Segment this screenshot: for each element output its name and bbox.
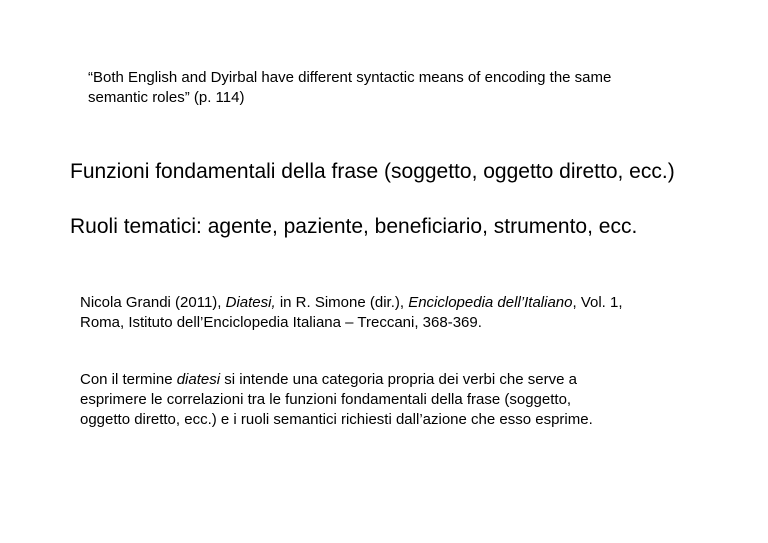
citation-title: Diatesi, bbox=[225, 294, 276, 311]
definition-line-1 bbox=[80, 370, 720, 390]
heading-ruoli: Ruoli tematici: agente, paziente, beneficiario, strumento, ecc. bbox=[70, 215, 638, 238]
quote-block bbox=[88, 68, 728, 108]
quote-line-1: “Both English and Dyirbal have different syntactic means of encoding the same bbox=[88, 69, 612, 86]
citation-line-1 bbox=[80, 293, 720, 313]
definition-term: diatesi bbox=[176, 371, 221, 388]
definition-suffix: si intende una categoria propria dei verbi che serve a bbox=[220, 371, 577, 388]
heading-funzioni: Funzioni fondamentali della frase (soggetto, oggetto diretto, ecc.) bbox=[70, 160, 675, 183]
citation-in-text: in R. Simone (dir.), bbox=[275, 294, 409, 311]
quote-line-2: semantic roles” (p. 114) bbox=[88, 89, 245, 106]
definition-line-3: oggetto diretto, ecc.) e i ruoli semantici richiesti dall’azione che esso esprime. bbox=[80, 411, 593, 428]
definition-prefix: Con il termine bbox=[80, 371, 177, 388]
citation-work: Enciclopedia dell’Italiano bbox=[408, 294, 573, 311]
citation-author-year: Nicola Grandi (2011), bbox=[80, 294, 226, 311]
citation-line-2: Roma, Istituto dell’Enciclopedia Italiana – Treccani, 368-369. bbox=[80, 314, 482, 331]
citation-volume: , Vol. 1, bbox=[572, 294, 623, 311]
definition-line-2: esprimere le correlazioni tra le funzioni fondamentali della frase (soggetto, bbox=[80, 391, 572, 408]
definition-paragraph bbox=[80, 370, 720, 430]
citation-block bbox=[80, 293, 720, 333]
